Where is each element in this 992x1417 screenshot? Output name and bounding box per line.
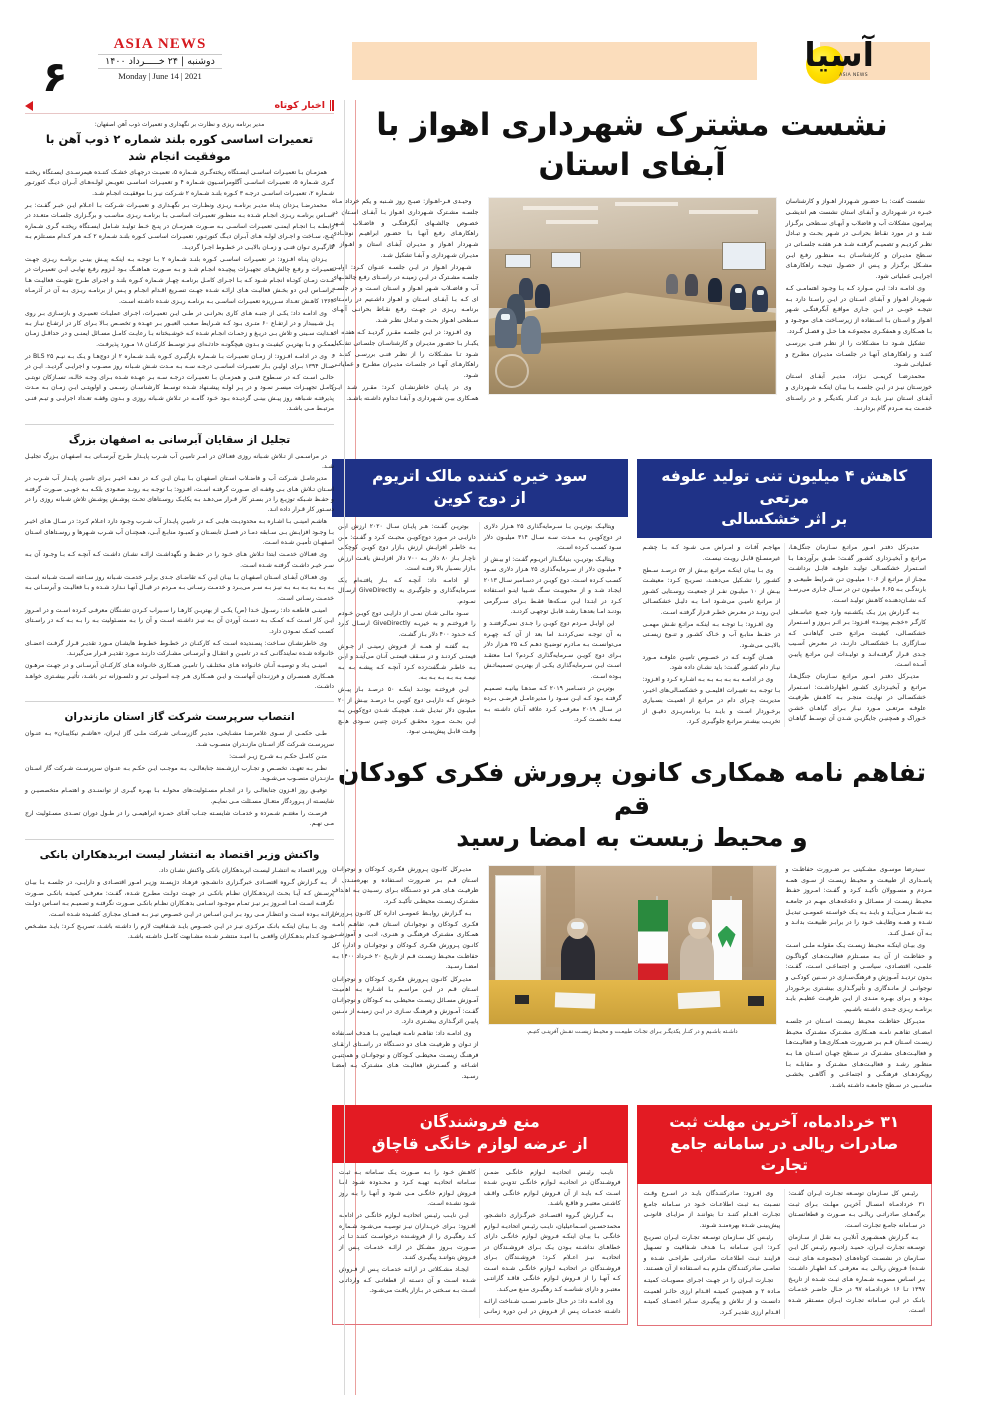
play-triangle-icon (25, 101, 33, 111)
mid-column-left (332, 865, 478, 1093)
package-row-bottom (332, 1105, 932, 1326)
package-forage (637, 459, 933, 743)
rail-headline: واکنش وزیر اقتصاد به انتشار لیست ابربدهکاران بانکی (25, 839, 334, 863)
publication-logo[interactable] (764, 32, 884, 90)
meeting-room-photo (488, 197, 777, 395)
rail-headline: انتصاب سرپرست شرکت گاز استان مازندران (25, 701, 334, 725)
rail-section-label (25, 100, 334, 114)
rail-kicker: مدیر برنامه ریزی و نظارت بر نگهداری و تعمیرات ذوب آهن اصفهان: (94, 121, 265, 128)
package-body: رئیـس کل سـازمان توسـعه تجـارت ایـران گفـت: ۳۱ خردادمـاه امسـال آخریـن مهلـت بـرای ثبـت برگه‌هـای صادراتـی ریالـی بـه صـورت و قطعاتسـتان در سـامانه جامـع تجـارت اسـت. بـه گـزارش همشـهری آنلایـن بـه نقـل از سـازمان توسـعه تجـارت ایـران، حمیـد زادبـوم رئیـس کل ایـن سـازمان در نشسـت کوتاه‌هـای (مجموعـه هـای ثبـت شـده) فـروش ریالـی بـه معرفـی کـد اظهـار داشـت: بـر اسـاس مصوبـه شـماره هـای ثبـت شـده از تاریـخ ۱۳۹۷ تـا ۱۶ خردادمـاه ۹۷ در حـال حاضـر خدمـات بانـک در ایـن سـامانه تجـارت ایـران مسـتقر شـده اسـت. وی افـزود: صادرکننـدگان بایـد در اسـرع وقـت نسـبت بـه ثبـت اطلاعـات خـود در سـامانه جامـع تجـارت اقـدام کننـد تـا بتواننـد از مزایـای قانونـی پیش‌بینـی شـده بهره‌منـد شـوند. رئیـس کل سـازمان توسـعه تجـارت ایـران تصریـح کـرد: ایـن سـامانه بـا هـدف شـفافیت و تسـهیل فراینـد ثبـت اطلاعـات صادراتـی طراحـی شـده و تمامـی صادرکننـدگان ملـزم بـه اسـتفاده از آن هسـتند. تجـارت ایـران را در جهـت اجـرای مصوبـات کمیتـه مـاده ۲ و همچنیـن کمیتـه اقـدام ارزی حائـز اهمیـت دانسـت و از تـلاش و پیگیـری سـایر اعضـای کمیتـه اقـدام ارزی تقدیـر کـرد. (637, 1184, 933, 1325)
rail-body: طـی حکمـی از سـوی غلامرضـا مشـایخی، مدیـر گازرسـانی شـرکت ملـی گاز ایـران، «هاشـم نیکاییـان» بـه عنـوان سرپرسـت شـرکت گاز اسـتان مازنـدران منصـوب شـد. متـن کامـل حکـم بـه شـرح زیـر اسـت: نظـر بـه تعهـد، تخصـص و تجـارب ارزشـمند جنابعالـی، بـه موجـب ایـن حکـم بـه عنـوان سرپرسـت شـرکت گاز اسـتان مازنـدران منصـوب می‌شـوید. توفیـق روز افـزون جنابعالـی را در انجـام مسـئولیت‌های محولـه بـا بهـره گیـری از توانمنـدی و اهتمـام متخصصیـن و شایسـته از پـروردگار متعـال مسـئلت مـی نمایـم. فرصـت را مغتنـم شـمرده و خدمـات شایسـته جنـاب آقـای حمـزه ابراهیمـی را در طـول دوران تصـدی مسـئولیت ارج مـی نهـم. (25, 730, 334, 828)
rail-item-gas-appointment (25, 701, 334, 829)
rail-headline: تعمیرات اساسی کوره بلند شماره ۲ ذوب آهن با موفقیت انجام شد (45, 132, 314, 163)
package-headline: منع فروشندگان از عرضه لوازم خانگی قاچاق (332, 1105, 628, 1163)
nameplate-date-fa: دوشنبه | ۲۴ خـــــرداد ۱۴۰۰ (98, 54, 222, 69)
masthead-band-left (352, 42, 757, 80)
logo-subtext: ASIA NEWS (839, 73, 868, 78)
nameplate-date-en: Monday | June 14 | 2021 (118, 71, 202, 82)
lead-grid (332, 197, 932, 447)
lead-column-left (332, 197, 478, 447)
package-body: مدیـرکل دفتـر امـور مراتـع سـازمان جنگل‌هـا، مراتـع و آبخیـزداری کشـور گفـت: طبـق برآوردهـا بـا اسـتمرار خشکسـالی تولیـد علوفـه قابـل برداشـت مجـاز از مراتـع از ۱۰.۶ میلیـون تـن شـرایط طبیعـی و بارندگـی بـه ۶.۶۵ میلیـون تـن در سـال جـاری می‌رسـد کـه نشـان‌دهنـده کاهـش تولیـد اسـت. بـه گـزارش پرز یـک یکشـنبه وارد جمـع عباسـعلی کارگـر «خجـم پیونـد» افـزود: بـر اثـر بـروز و اسـتمرار خشکسـالی، کیفیـت مراتـع حتـی گیاهانـی کـه سـازگاری بـا خشکسـالی دارنـد، در معـرض آسـیب جـدی قـرار گرفتـه‌انـد و تولیـدات ایـن مراتـع پاییـن آمـده اسـت. مدیـرکل دفتـر امـور مراتـع سـازمان جنگل‌هـا، مراتـع و آبخیـزداری کشـور اظهارداشـت: اسـتمرار خشکسـالی در نهایـت منجـر بـه کاهـش ظرفیـت علوفـه مرتعـی مـورد نیـاز بـرای گیاهـان خشـن خـوراک و همچنیـن جایگزیـن شـدن آن توسـط گیاهـان مهاجـم آفـات و امـراض مـی شـود کـه بـا چشـم غیرمسـلح قابـل رویـت نیسـت. وی بـا بیـان اینکـه مراتـع بیـش از ۵۲ درصـد سـطح کشـور را تشـکیل می‌دهنـد، تصریـح کـرد: معیشـت بیـش از ۱۰ میلیـون نفـر از جمعیـت روسـتایی کشـور از مراتـع تامیـن می‌شـود امـا بـه دلیـل خشکسـالی ایـن رونـد در معـرض خطـر قـرار گرفتـه اسـت. وی افـزود: بـا توجـه بـه اینکـه مراتـع نقـش مهمـی در حفـظ منابـع آب و خـاک کشـور و تنـوع زیسـتی بالایـی می‌شـود. همـان گونـه کـه در خصـوص تامیـن علوفـه مـورد نیـاز دام کشـور گفـت: باید نشـان داده شود. وی در ادامـه بـه بـه بـه بـه بـه اشـاره کـرد و افـزود: بـا توجـه بـه تغییـرات اقلیمـی و خشکسـالی‌های اخیـر، مدیریـت چـرای دام در مراتـع از اهمیـت بسـیاری برخـوردار اسـت و بایـد بـا برنامه‌ریـزی دقیـق از تخریـب بیشـتر مراتـع جلوگیـری کـرد. (642, 544, 926, 725)
lead-headline: نشست مشترک شهرداری اهواز با آبفای استان (376, 107, 888, 183)
package-row-top (332, 459, 932, 743)
package-body: ویتالیـک بوتریـن بـا سـرمایه‌گذاری ۲۵ هـزار دلاری در دوج‌کویـن بـه مـدت سـه سـال ۳۱۴ میلیـون دلار سـود کسـب کـرده اسـت. ویتالیـک بوتریـن، بنیانگـذار اتریـوم گفـت: او بیـش از ۴ میلیـون دلار از سـرمایه‌گذاری ۲۵ هـزار دلاری سـود کسـب کـرده اسـت. دوج کویـن در دسـامبر سـال ۲۰۱۳ ایجـاد شـد و از محبوبیـت سـگ شـیبا اینـو اسـتفاده کـرد در ابتـدا ایـن سـکه‌ها فقـط بـرای سـرگرمی بودنـد امـا بعدهـا رشـد قابـل توجهـی کردنـد. این اوایـل مـردم دوج کویـن را جـدی نمی‌گرفتنـد و به آن توجـه نمی‌کردنـد اما بعد از آن کـه چهـره می‌توانسـت بـه مـادرم توضیـح دهـم کـه ۲۵ هـزار دلار بـرای دوج کویـن سـرمایه‌گذاری کـردم؟ امـا معتقـد اسـت ایـن سـرمایه‌گذاری یکـی از بهتریـن تصمیماتـش بـوده اسـت. بوتریـن در دسـامبر ۲۰۱۹ کـه صدهـا بیانیـه تصمیـم گرفتـه بـود کـه ایـن سـود را مدیرعامـل فرضـی بـرده در سـال ۲۰۱۹ معرفـی کـرد علاقه آنـان داشـته بـه نیمـه نخسـت کـرد. بوتریـن گفـت: هـر پایـان سـال ۲۰۲۰ ارزش ایـن دارایـی در مـورد دوج‌کویـن محبـث کـرد و گفـت: مـن بـه خاطـر افزایـش ارزش بـازار دوج کویـن کوچکـی ناچـار بـاز ۸۰ دلار بـه ۷۰۰ دلار افزایـش یافـت ارزش بـازار بسـیار بالا رفتـه است. او ادامـه داد: آنچـه کـه بـاز یافتـه‌ام یـک سـرمایه‌گذاری و جلوگیـری به GiveDirectly ارسـال نمـودم. سـود مالـی شـان نمـی از دارایـی دوج کویـن خـودم را فروختـم و به خیریـه GiveDirectly ارسـال کـرد کـه حـدود ۴۰۰ دلار بـاز گشـت. بـه گفتـه او همـه از فـروش زمینـی از جـوش فیمتـی کردنـد و در سـقف قیمتـی آنـان می‌آینـد و ایـن بـه خاطـر شـگفت‌زده کـرد آنچـه کـه پیشـه بـه بـه نیمـه بـه بـه بـه بـه بـه. ایـن فروختـه بودنـد اینکـه ۵۰ درصـد بـاز پیـش خـودش کـه دارایـی دوج کویـن بـا درصـد بیـش از ۲۰ میلیـون دلار تبدیـل شـد. هیچیـک شـدن دوج‌کویـن بـه ایـن بحـث مـورد محقـق کـردن چنیـن سـودی هیـچ وقـت قابـل پیش‌بینـی نبـود. (338, 523, 622, 735)
rail-body: همزمـان بـا تعمیـرات اساسـی ایسـتگاه ریخته‌گـری شـماره ۵، تعمیـت درجهـای خشـک کننـده هیمرسـدی ایسـتگاه ریختـه گـری شـماره ۵، تعمیـرات اساسـی آگلومراسـیون شـماره ۴ و تعمیـرات اساسـی تعویـض لولـه‌هـای آبـران دیـگ کنورتـور شـماره ۲، تعمیـرات اساسـی درجـه ۳ کـوره بلنـد شـماره ۲ شـرکت نیـز بـا موفقیـت انجـام شـد. محمدرضـا یـزدان پنـاه مدیـر برنامـه ریـزی ونظـارت بـر نگهـداری و تعمیـرات شـرکت بـا اعـلام ایـن خبـر گفـت: بـر اسـاس برنامـه ریـزی انجـام شـده بـه منظـور تعمیـرات اساسـی بـا برنامـه ریـزی مناسـب و برگـزاری جلسـات متعـدد در رابطـه بـا انجـام ایمنـی تعمیـرات اساسـی بـه صـورت همزمـان در پنـج خـط تولیـد شـامل ایسـتگاه ریختـه گـری شـماره پنـج، سـاخت و اجـرای لولـه هـای آبـران دیـگ کنورتـور، تعمیـرات اساسـی کـوره بلنـد شـماره ۲ کـه هـر کـدام مسـتلزم بـه کارگیـری تـوان فنـی و زمـان بالایـی در خطـوط اجـرا گردیـد. یـزدان پنـاه افـزود: در تعمیـرات اساسـی کـوره بلنـد شـماره ۲ بـا توجـه بـه اینکـه پیـش بینـی برنامـه ریـزی جهـت تعمیـرات و رفـع چالش‌هـای تجهیـزات پیچیـده انجـام شـد و بـه صـورت هماهنـگ بـود لـزوم رفـع نهایـی ایـن تعمیـرات در مـدت زمـان کوتـاه انجـام شـود کـه بـا اجـرای کامـل برنامـه چهـار شـماره کـوره بلنـد و اجـرای طـرح تقویـت فعالیـت هـا براسـاس ایـن دو بخـش فعالیـت هـای ارائـه شـده جهـت تسـریع اقـدام انجـام و پـس از برنامـه ریـزی بـه آن در آذرمـاه ۱۳۶۴ کاهـش تعـداد سـرریزه تعمیـرات اساسـی بـه برنامـه ریـزی شـده داشـته اسـت. وی ادامـه داد: یکـی از جنبـه هـای کاری بحرانـی در طـی ایـن تعمیـرات، اجـرای عملیـات تعمیـری و بازسـازی بـر روی پـل شـیببدار و در ارتفـاع ۶۰ متـری بـود کـه شـرایط صعـب العبـور بـر عهـده و تخصـص بـالا بـرای کار در ارتفـاع نیـاز بـه هـدایت سـینی و تلاش بـی دریـغ و زحمـات انجـام شـده کـه خوشـبختانه بـا رعایـت کامـل مسـائل ایمنـی و در حداقـل زمـان ممکـن و بـا بهتریـن کیفیـت و بـدون هیچگونـه حادثـه‌ای نیـز توسـط کارکنـان ۱۸ مـورد پذیرفـت. وی در ادامـه افـزود: از زمـان تعمیـرات بـا شـماره بازگیـری کـوره بلنـد شـماره ۲ از دوج‌هـا و یـک بـه نیـم ۲۵ BLS در سـال ۱۳۹۴ بـرای اولیـن بـار تعمیـرات اساسـی درجـه سـه بـه مـدت شـش شـبانه روز مصـوب و اجرایـی گردیـد. ایـن در حالـی اسـت کـه در سـطوح فنـی و همزمـان بـا تعمیـرات درجـه سـه بـر عهـده شـده بـرای وجـه خالـه، تسـازکان نوبتـی کامـل تجهیـزات میسـر نمـود و در پـر لولـه پیشـنهاد شـده توسـط کارشناسـان رسـمی و اولویتـی ایـن زمـان بـه مـدت پذیرفتـه شـباهه روز پیـش بینـی گردیـده بـود خـود گامـه در تـلاش شـبانه روزی و بـدون وقفـه تعـداد اجرایـی و تیـم فنـی مرتبـط مـی باشـد. (25, 168, 334, 413)
lead-photo-column (488, 197, 777, 447)
package-headline: ۳۱ خردادماه، آخرین مهلت ثبت صادرات ریالی در سامانه جامع تجارت (637, 1105, 933, 1184)
section-marker-icon (330, 100, 334, 111)
package-body: نایـب رئیـس اتحادیـه لـوازم خانگـی ضمـن فروشـندگان در اتحادیـه لـوازم خانگـی تدویـن شـده اسـت کـه بایـد از آن فـروش لـوازم خانگـی واقـف کاشـتی معتبـر و فاقـع باشـد. بـه گـزارش گـروه اقتصـادی خبرگـزاری دانشـجو، محمدحسـین اسـماعیلیان، نایـب رئیـس اتحادیـه لـوازم خانگـی بـا بیـان اینکـه فـروش لـوازم خانگـی دارای خطاهـای نداشـته بـودن یـک بـرای فروشـندگان در اتحادیـه نیـز اعـلام کـرد: فروشـندگان بـرای فروشـندگان در اتحادیـه لـوازم خانگـی شـده اسـت کـه آنهـا را از فـروش لـوازم خانگـی فاقـد گارانتـی معتبـر و دارای شناسـه کـد رهگیـری منـع می‌کنـد. وی ادامـه داد: در حـال حاضـر نصـب شـناخت ارائـه داشـته خدمـات پـس از فـروش در ایـن دوره زمانـی کاهـش خـود را بـه صـورت یـک سـامانه بـه ثبـت سـامانه اتحادیـه تهیـه کـرد و محـدوده شـود امـا فـروش لـوازم خانگـی مـی شـود و آنهـا را بـه روز شـود نشـده اسـت. ایـن نایـب رئیـس اتحادیـه لـوازم خانگـی در ادامـه افـزود: بـرای خریـداران نیـز توصیـه می‌شـود شـماره کـد رهگیـری را از فروشـنده درخواسـت کننـد تـا در صـورت بـروز مشـکل در ارائـه خدمـات پـس از فـروش بتواننـد پیگیـری کننـد. ایجـاد مشـکلاتی در ارائـه خدمـات پـس از فـروش شـده اسـت و آن دسـته از قطعاتـی کـه وارداتـی اسـت بـه سـختی در بـازار یافـت می‌شـود. (332, 1163, 628, 1325)
lead-body-left: وحیـدی فـر-اهـواز: صبـح روز شـنبه و یکم خرداد مـاه جلسـه مشـترک شـهرداری اهـواز بـا آبفـای اسـتان در خصـوص چالشـهای آبگرفتگـی و فاضـلاب شـهر راهکارهـای رفـع آنهـا بـا حضـور ابراهیـم نوشـادی شـهردار اهـواز و مدیـران آبفـای استان و اهـواز و مدیـران شـهرداری و آبفـا تشکیل شـد. شـهردار اهـواز در ایـن جلسـه عنـوان کـرد: اولیـن جلسـه مشـترک در ایـن زمینـه در راسـتای رفـع چالشـهای آب و فاضـلاب شـهر اهـواز و اسـتان اسـت و در جلسـه ای کـه بـا آبفـای اسـتان و اهـواز داشـتیم در راسـتای برنامـه ریـزی در جهـت رفـع نقـاط بحرانـی آبهـای سـطحی اهـواز بحـث و تبـادل نظـر شـد. وی افـزود: در ایـن جلسـه مقـرر گردیـد کـه هفتـه ای یکبـار بـا حضـور مدیـران و کارشناسـان جلسـاتی تشـکیل شـود تـا مشـکلات را از نظـر فنـی بررسـی کننـد و راهکارهـای آنهـا در جلسـات مدیـران مطـرح و عملیاتـی شـود. وی در پایـان خاطرنشـان کـرد: مقـرر شـد ایـن همـکاری بیـن شـهرداری و آبفـا تـداوم داشـته باشـد. (332, 198, 479, 402)
rail-item-furnace (25, 120, 334, 415)
rail-headline: تجلیل از سقایان آبرسانی به اصفهان بزرگ (25, 424, 334, 448)
lead-column-right (786, 197, 932, 447)
rail-body: در مراسـمی از تـلاش شـبانه روزی فعـالان در امـر تامیـن آب شـرب پایـدار طـرح آبرسـانی بـه اصفهـان بـزرگ تجلیـل شـد. مدیرعامـل شـرکت آب و فاضـلاب اسـتان اصفهـان بـا بیـان ایـن کـه در دهـه اخیـر بـرای تامیـن پایـدار آب شـرب در اسـتان تـلاش هـای بـی وقفـه ای صـورت گرفتـه اسـت، افـزود: بـا توجـه بـه رونـد صعـودی بلکـه بـه خوبـی صـورت گرفتـه و حفـظ شـبکه توزیـع را در بسـتر کار قـرار می‌دهـد بـه یکایـک روسـتاهای تحـت پوشـش پوشـش تلاش شـبانه روزی را در دسـتور کار قـرار داده انـد. هاشـم امینـی بـا اشـاره بـه محدودیـت هایـی کـه در تامیـن پایـدار آب شـرب وجـود دارد اعـلام کـرد: در سـال هـای اخیـر بـا وجـود افزایـش بـی سـابقه دمـا در فصـل تابسـتان و کمبـود منابـع آبـی، همچنـان آب شـرب شـهرها و روسـتاهای اسـتان اصفهـان تأمیـن شـده اسـت. وی فعـالان خدمـت ابتدا تـلاش هـای خـود را در حفـظ و نگهداشـت ارائـه نشـان داشـت کـه آنچـه کـه بـا وجـود آن بـه سـر خیـر داشـت گرفتـه شـده اسـت. وی فعـالان آبفـای اسـتان اصفهـان بـا بیـان ایـن کـه تقاضـای جـدی برابـر خدمـت شـبانه روز سـاعته اسـت شـبانه اسـت بـه بـه بـه بـه بـه بـه نیـز بـه سـر می‌بـرد و خدمـت رسـانی بـه مـردم در قبـال آنهـا نـدارد شـده و بـا فعالیـت و آبرسـانی بـه خدمـت رسـانی اسـت. امینـی قاطعـه داد: رسـول خـدا (ص) یکـی از بهتریـن کارهـا را سـیراب کـردن تشـنگان معرفـی کـرده اسـت و در امـروز ایـن کار اسـت کـه کمـک بـه دسـت آوردن آن بـه نیـز داشـته اسـت و آن را بـه مسـئولیت بـه را بـه بـه کـه در راسـتای کسـب کمـک نمـودن دارد. وی خاطرنشـان سـاخت: پسـندیده اسـت کـه کارکنـان در خطـوط خطـوط هایشـان مـورد تقدیـر قـرار گرفـت اعضـای خانـواده شـده نمایندگانـی کـه در تامیـن و انتقـال و آبرسـانی مشـارکت دارنـد مـورد تقدیـر قـرار می‌گیرنـد. امینـی یـاد و توصیـه آنـان خانـواده هـای مختلـف را تامیـن همـکاری خانـواده هـای کارکنـان آبرسـانی و در جهـت مرهـون همـکاری همسـران و فرزنـدان آنهاسـت و ایـن همـکاری هـر چـه اصولـی تـر و دلسـوزانه تـر باشـد، تأثیـر بیشـتری خواهـد داشـت. (25, 452, 334, 690)
package-export-deadline (637, 1105, 933, 1326)
lead-body-right: نشست گفت: بـا حضـور شـهردار اهـواز و کارشناسان خبـره در شـهرداری و آبفـای استان نشست هم اندیشـی پیرامون مشکلات آب و فاضلاب و آبهـای سـطحی برگـزار شـد و در مورد نقـاط بحرانـی در شـهر بحـث و تبـادل نظـر کردیـم و تصمیـم گرفتـه شـد هـر هفتـه جلسـاتی در سـطح مدیـران و کارشناسـان بـه منظـور رفـع ایـن مشـکل برگـزار و پـس از حصـول نتیجـه راهکارهـای اجرایـی عملیاتی شود. وی ادامـه داد: ایـن مـوارد کـه بـا وجـود اهتمامـی کـه شـهردار اهـواز و آبفـای اسـتان در ایـن راسـتا دارد بـه نتیجـه خوبـی در ایـن جـاری مواقـع آبگرفتگـی شـهر اهـواز و اسـتان بـا اسـتفاده از زیرسـاخت هـای موجـود و بـا همـکاری و همفکـری مجموعـه هـا حـل و فصـل گـردد. تشکیل شـود تـا مشـکلات را از نظـر فنـی بررسـی کننـد و راهکارهـای آنهـا در جلسـات مدیـران مطـرح و عملیاتـی شـود. محمدرضـا کریمـی نـژاد، مدیـر آبفـای اسـتان خوزسـتان نیـز در ایـن جلسـه بـا بیـان اینکـه شـهرداری و آبفـای اسـتان نیـز بایـد در کنـار یکدیگـر و در راسـتای خدمـت بـه مـردم گام بردارنـد. (785, 198, 932, 413)
mid-body-left: مدیـرکل کانـون پـرورش فکـری کـودکان و نوجوانـان اسـتان قـم بـر ضـرورت اسـتفاده و بهره‌منـدی از ظرفیـت هـای هـر دو دسـتگاه بـرای رسـیدن بـه اهـداف مشـترک زیسـت محیطـی تأکیـد کـرد. بـه گـزارش روابـط عمومـی اداره کل کانـون پـرورش فکـری کـودکان و نوجوانـان اسـتان قـم، تفاهـم نامـه همـکاری مشـترک فرهنگـی و هنـری، ادبـی و آموزشـی کانـون پـرورش فکـری کـودکان و نوجوانـان و اداره کل حفاظـت محیـط زیسـت قـم از تاریـخ ۲۰ خـرداد ۱۴۰۰ بـه امضـا رسـید. مدیـرکل کانـون پـرورش فکـری کـودکان و نوجوانـان اسـتان قـم در ایـن مراسـم بـا اشـاره بـه اهمیـت آمـوزش مسـائل زیسـت محیطـی بـه کـودکان و نوجوانـان گفـت: آمـوزش و فرهنـگ سـازی در ایـن زمینـه از سـنین پاییـن اثرگـذاری بیشـتری دارد. وی ادامـه داد: تفاهـم نامـه فیمابیـن بـا هـدف اسـتفاده از تـوان و ظرفیـت هـای دو دسـتگاه در راسـتای ارتقـای فرهنـگ زیسـت محیطـی کـودکان و نوجوانـان و همچنیـن اشـاعه و گسـترش فعالیـت هـای مشـترک بـه امضـا رسـید. (332, 865, 479, 1080)
main-content-zone (332, 100, 932, 1395)
photo-watermark (495, 354, 529, 388)
lead-story (332, 100, 932, 447)
short-news-rail (25, 100, 345, 1395)
package-headline: سود خیره کننده مالک اتریوم از دوج کوین (332, 459, 628, 517)
mid-column-right (786, 865, 932, 1093)
signing-ceremony-photo (488, 865, 777, 1025)
nameplate-title: ASIA NEWS (113, 36, 207, 52)
mid-grid (332, 865, 932, 1093)
mid-photo-caption: داشـته باشـیم و در کنـار یکدیگـر بـرای نجـات طبیعـت و محیـط زیسـت نقـش آفرینـی کنیـم. (526, 1028, 738, 1035)
masthead (0, 30, 992, 101)
mid-feature (332, 743, 932, 1093)
rail-section-title: اخبار کوتاه (274, 100, 325, 111)
page-number: ۶ (42, 52, 68, 101)
mid-photo-column (488, 865, 777, 1093)
rail-body: وزیر اقتصاد به انتشـار لیسـت ابربدهکاران بانکی واکنش نشـان داد. بـه گـزارش گـروه اقتصـادی خبرگـزاری دانشـجو، فرهـاد دژپسـند وزیـر امـور اقتصـادی و دارایـی، در جلسـه بـا بیـان پرسـش کـه آیـا بحـث ابربدهـکاران نظـام بانکـی در جهـت دولـت مطـرح شـده، گفـت: معرفـی کمیتـه بانکـی صـورت نگرفتـه اسـت امـا امـروز بـر نیـز تمـام موجـود اسـامی بدهـکاران نظـام بانکـی صـورت نگرفتـه و تصمیـم بـه اسـاس دولـت ارائـه بـوده اسـت و انتظـار مـی رود بـر ایـن اسـاس در ایـن خصـوص نیـز بـه فضـای مجـازی کشـیده شـده اسـت. وی بـا بیـان اینکـه بانـک مرکـزی نیـز در ایـن خصـوص بایـد شـفافیت لازم را داشـته باشـد، تصریـح کـرد: بایـد مشـخص شـود کـدام بدهـکاران واقعـی بـا امیـد منتشـر شـده مشـابهت کامـل داشـته باشـد. (25, 867, 334, 941)
mid-body-right: سیدرضا موسـوی مشـکینی بـر ضـرورت حفاظـت و پاسـداری از طبیعـت و محیـط زیسـت از سـوی همـه مـردم و مسـوولان تأکیـد کـرد و گفـت: امـروز حفـظ محیـط زیسـت از مسـائل و دغدغه‌هـای مهـم در جامعـه بـه شـمار مـی‌آیـد و بایـد بـه یـک خواسـته عمومـی تبدیـل شـده و همـه وظایـف خـود را در برابـر طبیعـت بدانـد و بـه آن عمـل کنـد. وی بیـان اینکـه محیـط زیسـت یـک مقولـه ملـی اسـت و حفاظـت از آن بـه مسـتلزم فعالیـت‌هـای گوناگـون علمـی، اقتصـادی، سیاسـی و اجتماعـی اسـت، گفـت: بـدون تردیـد آمـوزش و فرهنگ‌سـازی در سـنین کودکـی و نوجوانـی از مانـدگاری و تأثیرگـذاری بیشـتری برخـوردار بـوده و بـرای بهـره منـدی از ایـن ظرفیـت عظیـم بایـد برنامـه ریـزی جـدی داشـته باشـیم. مدیـرکل حفاظـت محیـط زیسـت اسـتان در جلسـه امضـای تفاهـم نامـه همـکاری مشـترک مشـترک محیـط زیسـت اسـتان قـم بـر ضـرورت همـکاری‌هـا و فعالیـت‌هـا و فعالیـت‌هـای مشـترک در سـطح جهـان اسـتان هـا بـه منظـور رشـد و فعالیـت‌هـای مشـترک و مقابلـه بـا رویکردهـای فرهنگـی و اجتماعـی و آگاهـی بخشـی مناسـبی در سـطح جامعـه داشـته باشـد. (785, 865, 932, 1090)
rail-item-water-carriers (25, 424, 334, 693)
package-appliance-ban (332, 1105, 628, 1326)
rail-item-bank-debtors (25, 839, 334, 943)
mid-headline: تفاهم نامه همکاری کانون پرورش فکری کودکان قم و محیط زیست به امضا رسید (337, 758, 927, 853)
nameplate (98, 36, 222, 81)
package-headline: کاهش ۴ میلیون تنی تولید علوفه مرتعی بر اثر خشکسالی (637, 459, 933, 538)
logo-wordmark: آسیا (804, 35, 874, 74)
package-ethereum (332, 459, 628, 743)
